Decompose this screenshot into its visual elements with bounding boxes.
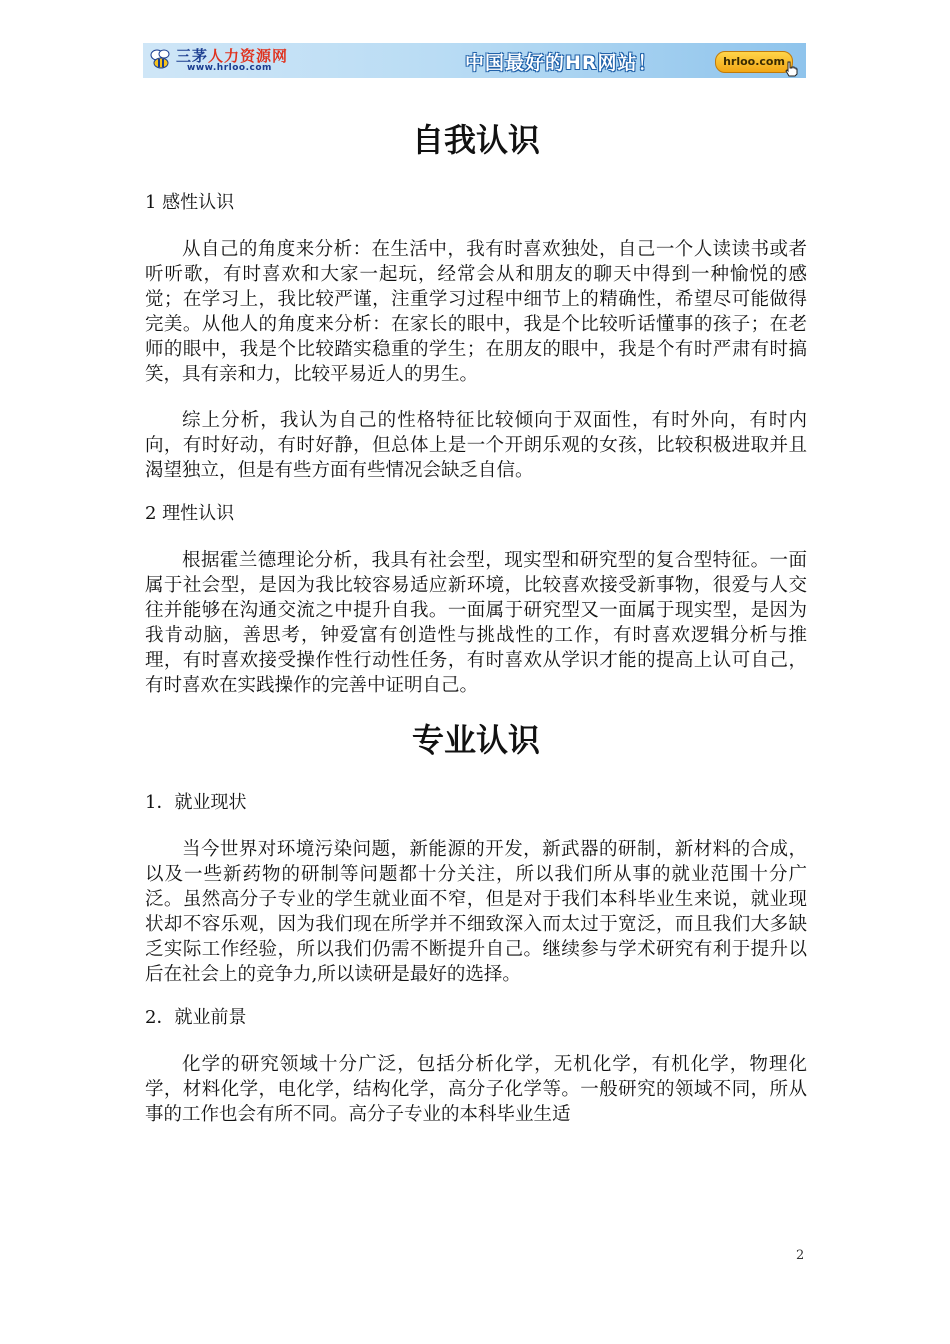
logo-part-2: 人力资源网 (208, 47, 289, 65)
subsection-heading: 1 感性认识 (145, 192, 235, 213)
hrloo-banner[interactable] (143, 43, 806, 78)
banner-url: www.hrloo.com (187, 63, 272, 73)
paragraph: 化学的研究领域十分广泛，包括分析化学，无机化学，有机化学，物理化学，材料化学，电化学，结构化学，高分子化学等。一般研究的领域不同，所从事的工作也会有所不同。高分子专业的本科毕业生适 (145, 1054, 807, 1125)
banner-slogan: 中国最好的HR网站！ (465, 52, 658, 74)
section-title-self-awareness: 自我认识 (411, 121, 540, 159)
bee-logo-icon (149, 47, 173, 71)
page-number: 2 (796, 1248, 805, 1263)
hand-cursor-icon (783, 61, 799, 77)
paragraph: 从自己的角度来分析：在生活中，我有时喜欢独处，自己一个人读读书或者听听歌，有时喜欢和大家一起玩，经常会从和朋友的聊天中得到一种愉悦的感觉；在学习上，我比较严谨，注重学习过程中细节上的精确性，希望尽可能做得完美。从他人的角度来分析：在家长的眼中，我是个比较听话懂事的孩子；在老师的眼中，我是个比较踏实稳重的学生；在朋友的眼中，我是个有时严肃有时搞笑，具有亲和力，比较平易近人的男生。 (145, 239, 807, 385)
subsection-heading: 1．就业现状 (145, 792, 247, 813)
hrloo-link-button[interactable]: hrloo.com (715, 51, 793, 73)
document-body (145, 120, 807, 1127)
section-title-major-awareness: 专业认识 (411, 721, 540, 759)
subsection-heading: 2．就业前景 (145, 1007, 247, 1028)
paragraph: 根据霍兰德理论分析，我具有社会型，现实型和研究型的复合型特征。一面属于社会型，是因为我比较容易适应新环境，比较喜欢接受新事物，很爱与人交往并能够在沟通交流之中提升自我。一面属于研究型又一面属于现实型，是因为我肯动脑，善思考，钟爱富有创造性与挑战性的工作，有时喜欢逻辑分析与推理，有时喜欢接受操作性行动性任务，有时喜欢从学识才能的提高上认可自己，有时喜欢在实践操作的完善中证明自己。 (145, 550, 807, 696)
logo-part-1: 三茅 (176, 47, 209, 65)
paragraph: 综上分析，我认为自己的性格特征比较倾向于双面性，有时外向，有时内向，有时好动，有时好静，但总体上是一个开朗乐观的女孩，比较积极进取并且渴望独立，但是有些方面有些情况会缺乏自信。 (145, 410, 807, 481)
subsection-heading: 2 理性认识 (145, 503, 235, 524)
paragraph: 当今世界对环境污染问题，新能源的开发，新武器的研制，新材料的合成，以及一些新药物的研制等问题都十分关注，所以我们所从事的就业范围十分广泛。虽然高分子专业的学生就业面不窄，但是对于我们本科毕业生来说，就业现状却不容乐观，因为我们现在所学并不细致深入而太过于宽泛，而且我们大多缺乏实际工作经验，所以我们仍需不断提升自己。继续参与学术研究有利于提升以后在社会上的竞争力,所以读研是最好的选择。 (145, 839, 807, 985)
